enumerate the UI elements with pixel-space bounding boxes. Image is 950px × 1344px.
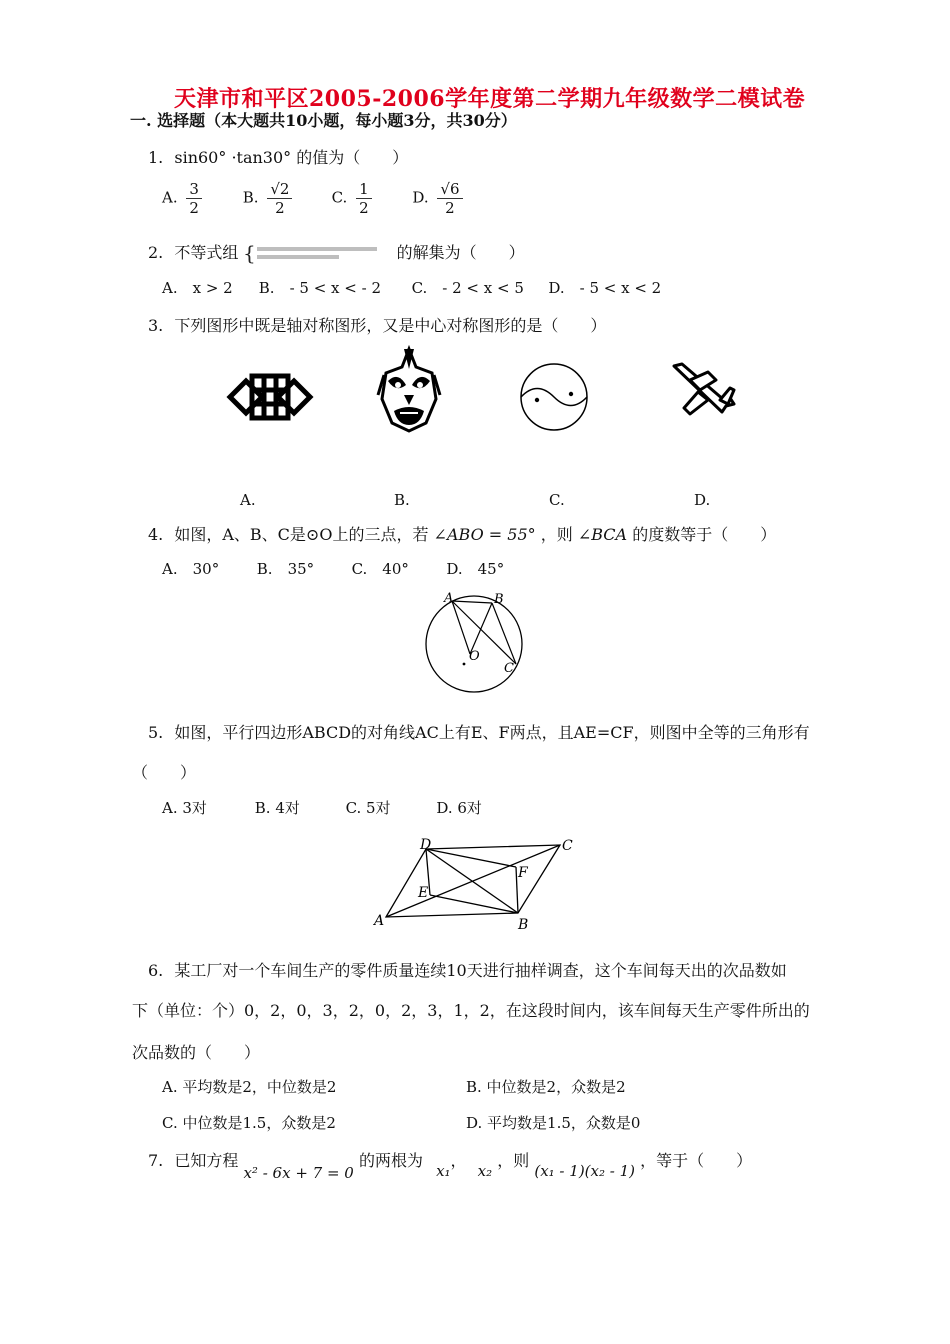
option-b[interactable]: B. 中位数是2，众数是2 bbox=[466, 1078, 626, 1096]
option-c[interactable]: C. 5对 bbox=[345, 799, 391, 817]
option-d[interactable]: D. $\frac{√6}{2}$ bbox=[412, 180, 492, 217]
parallelogram-figure bbox=[372, 835, 592, 935]
figure-label-b: B. bbox=[394, 491, 410, 509]
option-d[interactable]: D. 6对 bbox=[436, 799, 482, 817]
question-text: 如图，平行四边形ABCD的对角线AC上有E、F两点，且AE=CF，则图中全等的三角形有 bbox=[174, 723, 810, 742]
root-x1: x₁ bbox=[436, 1162, 451, 1180]
figure-a-knot bbox=[220, 362, 320, 432]
figure-b-opera-mask bbox=[374, 345, 444, 435]
label-e: E bbox=[418, 885, 429, 901]
label-b: B bbox=[518, 917, 529, 933]
section-heading: 一. 选择题（本大题共10小题，每小题3分，共30分） bbox=[130, 111, 517, 130]
option-b[interactable]: B. - 5 < x < - 2 bbox=[258, 279, 382, 297]
label-f: F bbox=[518, 865, 528, 881]
option-c[interactable]: C. - 2 < x < 5 bbox=[411, 279, 524, 297]
trig-expression: sin60° ·tan30° bbox=[174, 148, 292, 167]
question-text: 某工厂对一个车间生产的零件质量连续10天进行抽样调查，这个车间每天出的次品数如 bbox=[174, 961, 787, 980]
question-1-options bbox=[162, 180, 492, 217]
label-o: O bbox=[469, 649, 480, 664]
question-1 bbox=[148, 145, 408, 168]
label-a: A bbox=[374, 913, 385, 929]
question-6-line-3: 次品数的（ ） bbox=[132, 1043, 261, 1062]
svg-text:{: { bbox=[243, 240, 257, 265]
angle-abo: ∠ABO = 55° bbox=[433, 525, 536, 544]
question-text-mid: 的两根为 bbox=[358, 1151, 423, 1170]
option-a[interactable]: A. 30° bbox=[162, 560, 220, 578]
question-text: 的值为（ ） bbox=[296, 148, 409, 167]
circle-figure bbox=[420, 590, 530, 700]
inequality-system-image bbox=[243, 240, 391, 265]
question-number: 1. bbox=[148, 148, 164, 167]
fraction: $\frac{√6}{2}$ bbox=[437, 180, 462, 217]
question-7 bbox=[148, 1148, 753, 1182]
question-number: 7. bbox=[148, 1151, 164, 1170]
figure-c-circle-symbol bbox=[519, 362, 589, 432]
question-text-mid2: ，则 bbox=[497, 1151, 530, 1170]
product-expression: (x₁ - 1)(x₂ - 1) bbox=[534, 1162, 635, 1180]
fraction: $\frac{3}{2}$ bbox=[186, 180, 202, 217]
question-number: 3. bbox=[148, 316, 164, 335]
figure-d-airplane bbox=[668, 360, 740, 422]
question-number: 5. bbox=[148, 723, 164, 742]
option-d[interactable]: D. - 5 < x < 2 bbox=[548, 279, 662, 297]
angle-bca: ∠BCA bbox=[577, 525, 628, 544]
question-3 bbox=[148, 313, 606, 336]
question-text-comma: ， bbox=[450, 1151, 467, 1170]
question-text-tail: ，等于（ ） bbox=[640, 1151, 753, 1170]
question-text: 如图，A、B、C是⊙O上的三点，若 bbox=[174, 525, 429, 544]
question-4 bbox=[148, 522, 776, 545]
question-5-options bbox=[162, 797, 522, 818]
label-d: D bbox=[420, 837, 432, 853]
quadratic-equation: x² - 6x + 7 = 0 bbox=[243, 1164, 354, 1182]
option-a[interactable]: A. 3对 bbox=[162, 799, 207, 817]
fraction: $\frac{√2}{2}$ bbox=[267, 180, 292, 217]
fraction: $\frac{1}{2}$ bbox=[356, 180, 372, 217]
option-a[interactable]: A. $\frac{3}{2}$ bbox=[162, 180, 238, 217]
question-text: 下列图形中既是轴对称图形，又是中心对称图形的是（ ） bbox=[174, 316, 607, 335]
option-d[interactable]: D. 平均数是1.5，众数是0 bbox=[466, 1114, 641, 1132]
label-a: A bbox=[444, 591, 454, 606]
label-b: B bbox=[494, 592, 504, 607]
label-c: C bbox=[562, 838, 573, 854]
option-a[interactable]: A. x > 2 bbox=[162, 279, 233, 297]
question-6-line-2: 下（单位：个）0，2，0，3，2，0，2，3，1，2，在这段时间内，该车间每天生产零件所出的 bbox=[132, 1001, 810, 1020]
question-number: 6. bbox=[148, 961, 164, 980]
question-text: 已知方程 bbox=[174, 1151, 239, 1170]
option-c[interactable]: C. 中位数是1.5，众数是2 bbox=[162, 1114, 336, 1132]
option-c[interactable]: C. 40° bbox=[351, 560, 409, 578]
question-5 bbox=[148, 720, 810, 743]
question-number: 2. bbox=[148, 243, 164, 262]
option-b[interactable]: B. 4对 bbox=[254, 799, 300, 817]
question-5-paren: （ ） bbox=[132, 763, 197, 782]
page-title: 天津市和平区2005-2006学年度第二学期九年级数学二模试卷 bbox=[174, 86, 806, 112]
option-b[interactable]: B. 35° bbox=[256, 560, 315, 578]
option-c[interactable]: C. $\frac{1}{2}$ bbox=[332, 180, 408, 217]
option-a[interactable]: A. 平均数是2，中位数是2 bbox=[162, 1078, 337, 1096]
question-text-mid: ，则 bbox=[540, 525, 573, 544]
figure-label-c: C. bbox=[549, 491, 565, 509]
label-c: C bbox=[504, 661, 514, 676]
option-b[interactable]: B. $\frac{√2}{2}$ bbox=[243, 180, 327, 217]
figure-label-d: D. bbox=[694, 491, 711, 509]
question-text-tail: 的解集为（ ） bbox=[396, 243, 525, 262]
question-6-line-1 bbox=[148, 958, 787, 981]
question-text-tail: 的度数等于（ ） bbox=[632, 525, 777, 544]
option-d[interactable]: D. 45° bbox=[446, 560, 505, 578]
question-number: 4. bbox=[148, 525, 164, 544]
root-x2: x₂ bbox=[477, 1162, 493, 1180]
question-2 bbox=[148, 240, 525, 264]
question-2-options bbox=[162, 277, 668, 298]
question-4-options bbox=[162, 558, 536, 579]
figure-label-a: A. bbox=[240, 491, 256, 509]
question-text: 不等式组 bbox=[174, 243, 239, 262]
